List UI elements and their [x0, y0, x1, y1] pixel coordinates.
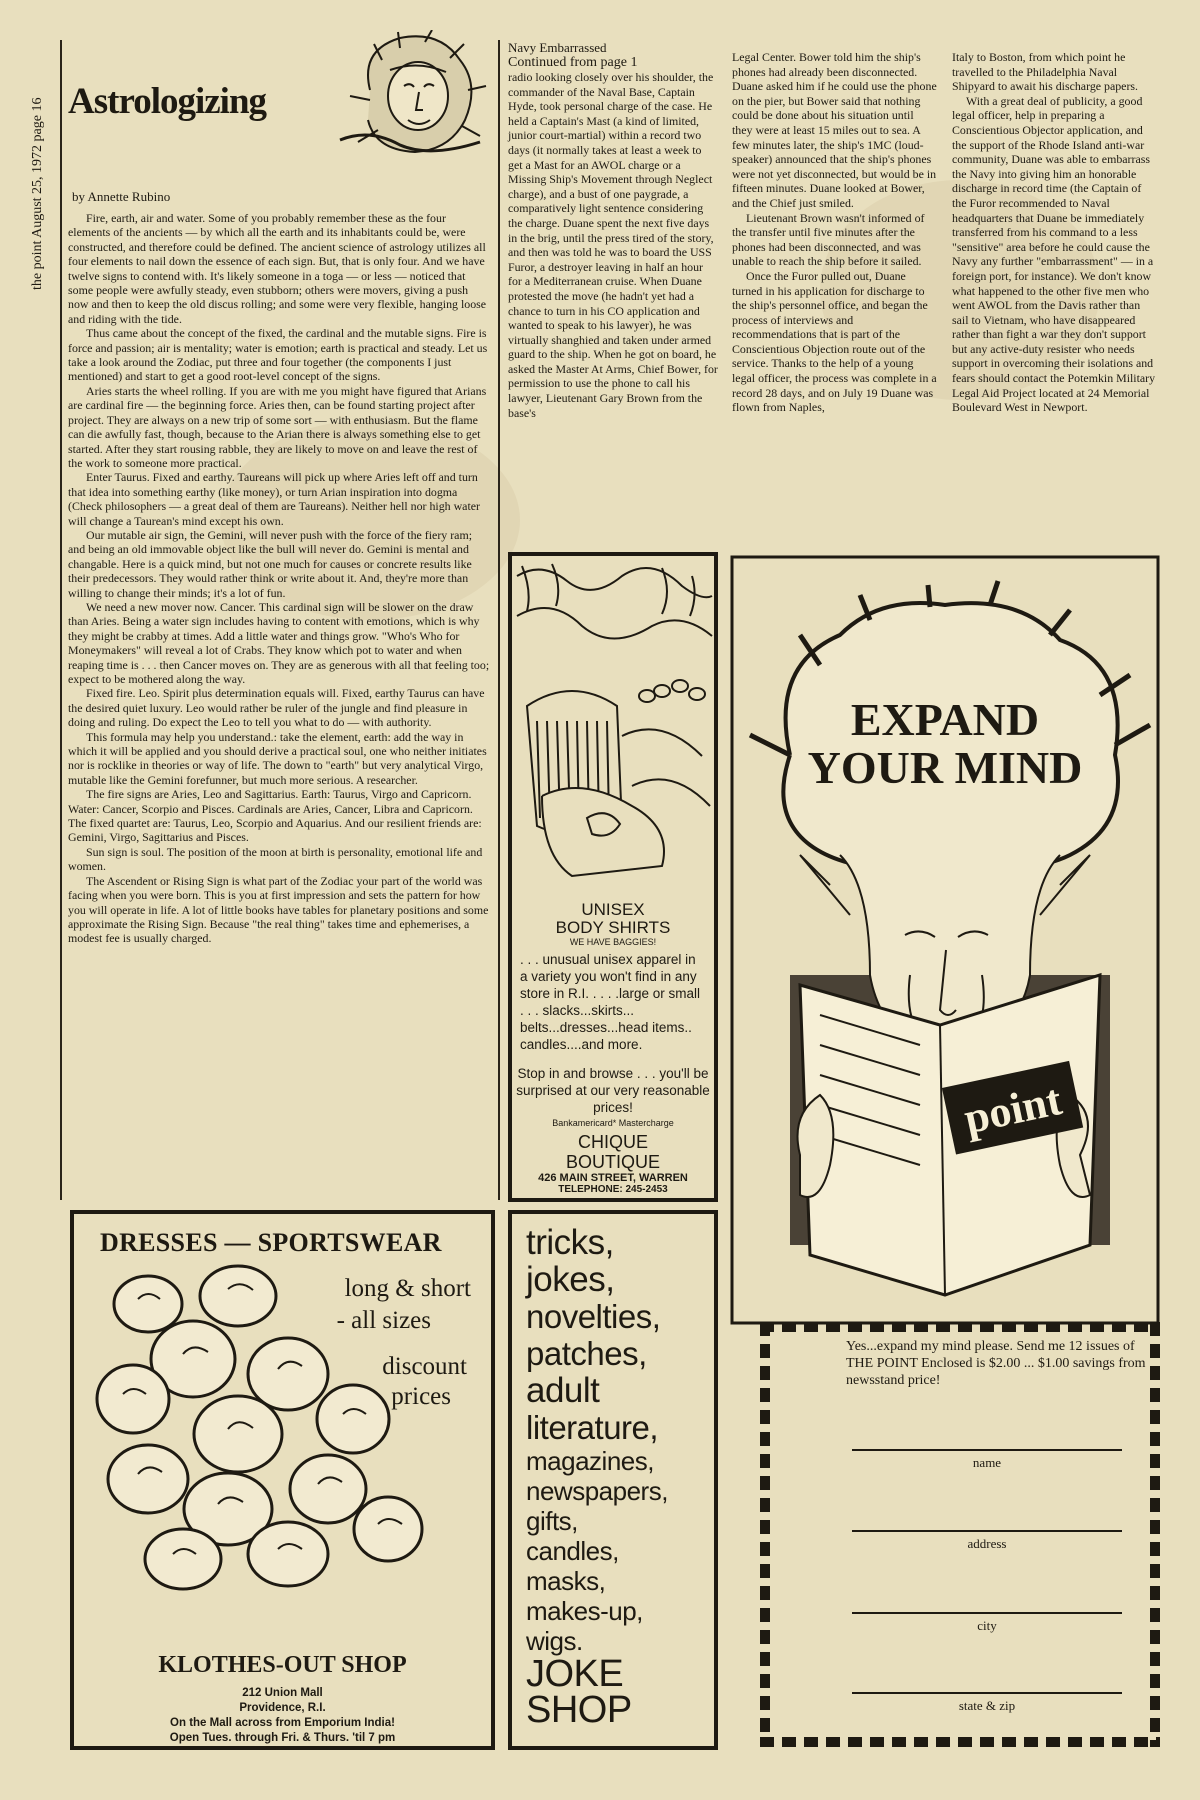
article-title: Astrologizing: [68, 81, 267, 122]
dresses-sub-2: - all sizes: [336, 1307, 431, 1334]
joke-line: patches,: [526, 1335, 647, 1372]
joke-shop-name-1: JOKE: [526, 1653, 624, 1695]
unisex-description: . . . unusual unisex apparel in a variety you won't find in any store in R.I. . . . .large or small . . . slacks...skirts... belts...dresses...head items.. candles....and more.: [520, 952, 701, 1052]
joke-line: wigs.: [526, 1626, 583, 1656]
dresses-hours: Open Tues. through Fri. & Thurs. 'til 7 pm: [169, 1732, 396, 1744]
unisex-address: 426 MAIN STREET, WARREN: [538, 1172, 688, 1184]
unisex-shop-name-1: CHIQUE: [577, 1132, 648, 1152]
joke-line: literature,: [526, 1409, 659, 1446]
subscription-coupon[interactable]: [760, 1322, 1160, 1747]
dresses-sub-3: discount: [382, 1353, 467, 1380]
paragraph: Fire, earth, air and water. Some of you probably remember these as the four elements of the ancients — by which all the earth and its inhabitants could be, were constructed, and therefore could be defined. The ancient science of astrology utilizes all four elements to nail down the essence of each sign. But, that is only four. And we have twelve signs to contend with. It's likely someone in a toga — or less — noticed that some people were awfully steady, even stubborn; others were movers, giving a push now and then to keep the old discus rolling; and some were very flexible, hanging loose and riding with the tide.: [68, 211, 487, 326]
unisex-headline-1: UNISEX: [581, 900, 645, 919]
paragraph: Thus came about the concept of the fixed, the cardinal and the mutable signs. Fire is force and passion; air is mentality; water is emotion; earth is practical and steady. Let us take a look around the Zodiac, put three and four together (the components I just mentioned) and start to get a good root-level concept of the signs.: [68, 326, 488, 384]
joke-line: newspapers,: [526, 1476, 668, 1506]
paragraph: Aries starts the wheel rolling. If you are with me you might have figured that Arians are cardinal fire — the beginning force. Aries then, can be found starting project after project. They are always on a new trip of some sort — with enthusiasm. But the flame can die awfully fast, though, because to the Arian there is always something else to get started. After they start rousing rabble, they are likely to move on and leave the rest of the work to someone more practical.: [68, 383, 487, 470]
running-head: [30, 30, 50, 290]
expand-headline-1: EXPAND: [850, 694, 1040, 745]
paragraph: Sun sign is soul. The position of the moon at birth is personality, emotional life and women.: [68, 844, 483, 874]
paragraph: Lieutenant Brown wasn't informed of the transfer until five minutes after the phones had been disconnected, and was unable to reach the ship before it sailed.: [732, 210, 925, 269]
navy-continued: Continued from page 1: [508, 55, 638, 70]
paragraph: The fire signs are Aries, Leo and Sagittarius. Earth: Taurus, Virgo and Capricorn. Water: Cancer, Scorpio and Pisces. Cardinals are Aries, Cancer, Libra and Capricorn. The fixed quartet are: Taurus, Leo, Scorpio and Aquarius. And our resilient friends are: Gemini, Virgo, Sagittarius and Pisces.: [68, 787, 482, 845]
name-field[interactable]: [852, 1449, 1122, 1451]
paragraph: Our mutable air sign, the Gemini, will never push with the force of the fiery ram; and being an old immovable object like the bull will never do. Gemini is mental and changable. Here is a quick mind, but not one much for causes or concrete results like their predecessors. They would rather think or write about it. And, they're more than willing to change their minds; it's a lot of fun.: [68, 527, 473, 600]
joke-line: gifts,: [526, 1506, 578, 1536]
joke-line: adult: [526, 1371, 600, 1410]
column-rule: [498, 40, 500, 1200]
unisex-shop-name: [512, 1132, 714, 1172]
unisex-telephone: TELEPHONE: 245-2453: [558, 1184, 668, 1195]
paragraph: The Ascendent or Rising Sign is what part of the Zodiac your part of the world was facing when you were born. This is you at first impression and sets the pattern for how you will operate in life. A lot of little books have tables for planetary positions and some approximate the Rising Sign. Because "the real thing" takes time and ephemerises, a modest fee is usually charged.: [68, 873, 489, 946]
unisex-shop-name-2: BOUTIQUE: [565, 1152, 660, 1172]
byline: by Annette Rubino: [72, 189, 171, 204]
unisex-tagline: WE HAVE BAGGIES!: [569, 937, 657, 947]
article-body: [68, 211, 490, 946]
paragraph: With a great deal of publicity, a good legal officer, help in preparing a Conscientious Objector application, and the support of the Rhode Island anti-war community, Duane was able to embarrass the Navy into giving him an honorable discharge in record time (the Captain of the Furor recommended to Naval headquarters that Duane be immediately transferred from his command to a less "sensitive" area before he could cause the Navy any further "embarrassment" — in a foreign port, for instance). We don't know what happened to the other five men who went AWOL from the Davis rather than sail to Vietnam, who have disappeared rather than fight a war they don't support but any active-duty resister who needs support in overcoming their isolations and fears should contact the Potemkin Military Legal Aid Project located at 24 Memorial Boulevard West in Newport.: [952, 93, 1156, 415]
dresses-address-3: On the Mall across from Emporium India!: [170, 1717, 395, 1729]
joke-line: makes-up,: [526, 1596, 643, 1626]
navy-column-2: [732, 50, 937, 415]
unisex-headline: [512, 901, 714, 937]
paragraph: This formula may help you understand.: take the element, earth: add the way in which it will be applied and you should derive a practical soul, one who neither initiates nor is rocklike in theories or way of life. The down to "earth" but very analytical Virgo, mutable like the Gemini forefunner, but much more serious. A researcher.: [68, 729, 487, 787]
dresses-sub-1: long & short: [344, 1275, 471, 1302]
dresses-address-2: Providence, R.I.: [239, 1702, 326, 1714]
navy-column-3: [952, 50, 1157, 415]
paragraph: Enter Taurus. Fixed and earthy. Taureans will pick up where Aries left off and turn that idea into something earthy (like money), or turn Arian inspiration into dogma (Check philosophers — a great deal of them are Taureans). Neither hell nor high water will change a Taurean's mind except his own.: [68, 470, 480, 528]
paragraph: Legal Center. Bower told him the ship's phones had already been disconnected. Duane asked him if he could use the phone on the pier, but Bower said that nothing could be done about his situation until they were at least 15 miles out to sea. A few minutes later, the ship's 1MC (loud-speaker) announced that the ship's phones were not yet disconnected, but would be in fifteen minutes. Duane looked at Bower, and the Chief just smiled.: [732, 50, 937, 210]
joke-line: tricks,: [526, 1223, 614, 1262]
dresses-sub-4: prices: [391, 1383, 451, 1410]
paper-name-text: point: [959, 1075, 1066, 1144]
joke-line: magazines,: [526, 1446, 654, 1476]
navy-heading: Navy Embarrassed: [508, 40, 607, 55]
paragraph: radio looking closely over his shoulder, the commander of the Naval Base, Captain Hyde, took personal charge of the case. He held a Captain's Mast (a kind of limited, junior court-martial) within a record two days (it normally takes at least a week to get a Mast for an AWOL charge or a Missing Ship's Movement through Neglect charge), and a bust of one paygrade, a comparatively light sentence considering the charge. Duane spent the next five days in the brig, until the press tired of the story, and then was told he was to board the USS Furor, a destroyer leaving in half an hour for a Mediterranean cruise. When Duane protested the move (he hadn't yet had a chance to turn in his CO application and wanted to speak to his lawyer), he was virtually shanghied and taken under armed guard to the ship. When he got on board, he asked the Master At Arms, Chief Bower, for permission to use the phone to call his lawyer, Lieutenant Gary Brown from the base's: [508, 70, 718, 420]
paragraph: We need a new mover now. Cancer. This cardinal sign will be slower on the draw than Aries. Being a water sign includes having to content with emotions, which is why they might be crabby at times. Add a little water and things grow. "Who's Who for Moneymakers" will reveal a lot of Crabs. They know which pot to water and when reaping time is . . . then Cancer moves on. They are as generous with all that feeling too; expect to be mothered along the way.: [68, 599, 490, 686]
unisex-cards: Bankamericard* Mastercharge: [552, 1118, 674, 1128]
astrology-article: [68, 30, 490, 1200]
dresses-ad: [70, 1210, 495, 1750]
joke-shop-ad: [508, 1210, 718, 1750]
unisex-ad: [508, 552, 718, 1202]
unisex-headline-2: BODY SHIRTS: [555, 918, 671, 937]
city-field[interactable]: [852, 1612, 1122, 1614]
astrology-header: [68, 30, 490, 155]
joke-line: masks,: [526, 1566, 606, 1596]
dresses-headline: DRESSES — SPORTSWEAR: [100, 1228, 442, 1257]
lion-illustration: [330, 30, 490, 160]
joke-line: novelties,: [526, 1298, 661, 1335]
alien-reader-illustration: [730, 555, 1160, 1325]
shirt-illustration: [512, 556, 714, 886]
paragraph: Italy to Boston, from which point he travelled to the Philadelphia Naval Shipyard to await his discharge papers.: [952, 50, 1139, 94]
state-zip-label: state & zip: [958, 1698, 1016, 1713]
address-field[interactable]: [852, 1530, 1122, 1532]
address-label: address: [967, 1536, 1007, 1551]
name-label: name: [972, 1455, 1002, 1470]
dresses-info: [74, 1686, 491, 1746]
expand-headline-2: YOUR MIND: [807, 742, 1083, 793]
coupon-text: Yes...expand my mind please. Send me 12 issues of THE POINT Enclosed is $2.00 ... $1.00 savings from newsstand price!: [846, 1339, 1146, 1388]
paragraph: Fixed fire. Leo. Spirit plus determination equals will. Fixed, earthy Taurus can have the desired quiet luxury. Leo would rather be ruler of the jungle and find pleasure in doing and ruling. Do expect the Leo to tell you what to do — with authority.: [68, 686, 485, 730]
joke-line: candles,: [526, 1536, 619, 1566]
state-zip-field[interactable]: [852, 1692, 1122, 1694]
paragraph: Once the Furor pulled out, Duane turned in his application for discharge to the ship's personnel office, and began the process of interviews and recommendations that is part of the Conscientious Objection route out of the service. Thanks to the help of a young legal officer, the process was complete in a record 28 days, and on July 19 Duane was flown from Naples,: [732, 268, 937, 415]
city-label: city: [977, 1618, 997, 1633]
running-head-text: the point August 25, 1972 page 16: [30, 97, 45, 290]
column-rule: [60, 40, 62, 1200]
joke-shop-name-2: SHOP: [526, 1689, 632, 1731]
navy-column-1: [508, 40, 718, 420]
joke-line: jokes,: [526, 1260, 615, 1299]
balloons-illustration: [88, 1264, 428, 1594]
unisex-stop-in: Stop in and browse . . . you'll be surprised at our very reasonable prices!: [516, 1066, 710, 1115]
dresses-shop-name: KLOTHES-OUT SHOP: [158, 1652, 407, 1678]
dresses-address-1: 212 Union Mall: [242, 1687, 323, 1699]
